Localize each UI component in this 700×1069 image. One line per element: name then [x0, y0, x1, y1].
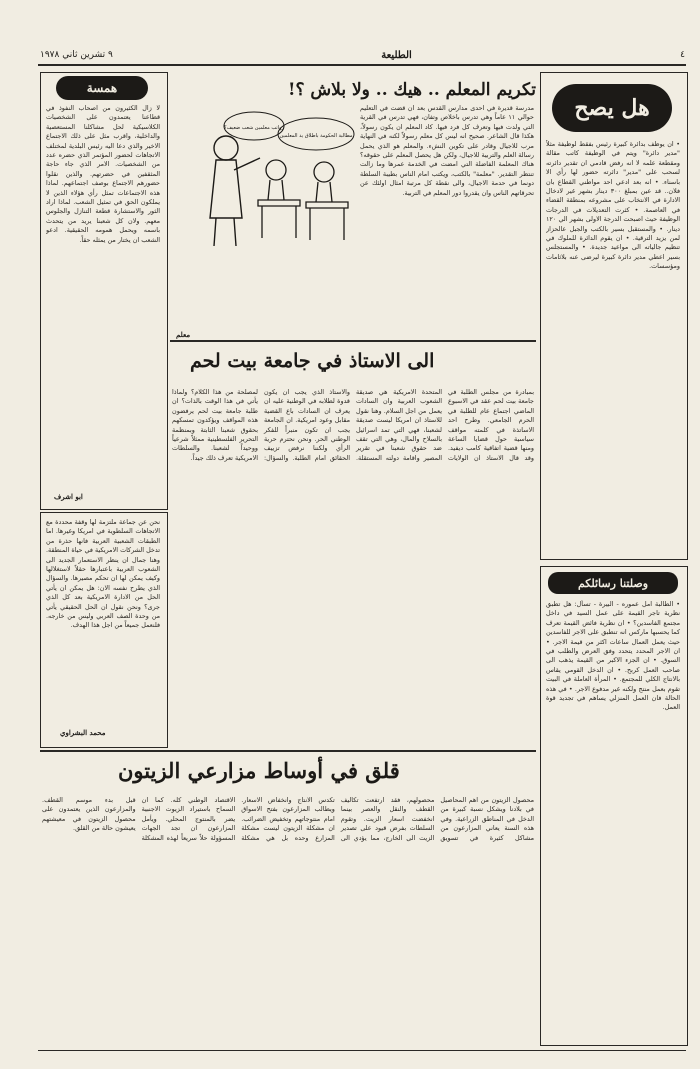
university-text: بمبادرة من مجلس الطلبة في جامعة بيت لحم عقد في الاسبوع الماضي اجتماع عام للطلبة في الحرم الجامعي. وطرح احد الاساتذة في كلمته مواقف سياسية حول قضايا الساعة ومنها قضية اتفاقية كامب ديفيد. وقد قال الاستاذ ان الولايات المتحدة الامريكية هي صديقة الشعوب العربية وان السادات يعمل من اجل السلام. وهنا نقول للاستاذ ان امريكا ليست صديقة لشعبنا، فهي التي تمد اسرائيل بالسلاح والمال، وهي التي تقف ضد حقوق شعبنا في تقرير المصير واقامة دولته المستقلة. والاستاذ الذي يجب ان يكون قدوة لطلابه في الوطنية عليه ان يعرف ان السادات باع القضية مقابل وعود امريكية. ان الجامعة يجب ان تكون منبراً للفكر الوطني الحر. ونحن نحترم حرية الرأي ولكننا نرفض تزييف الحقائق امام الطلبة. والسؤال: لمصلحة من هذا الكلام؟ ولماذا يأتي في هذا الوقت بالذات؟ ان طلبة جامعة بيت لحم يرفضون هذه المواقف ويؤكدون تمسكهم بحقوق شعبنا الثابتة وبمنظمة التحرير الفلسطينية ممثلاً شرعياً ووحيداً لشعبنا. والسلطات الامريكية تعرف ذلك جيداً. — [172, 388, 534, 462]
student-figure-body-2 — [316, 182, 332, 202]
teacher-figure-head — [214, 136, 238, 160]
speech-text-1: رواتب معلمين شعب ضعيف؟ — [224, 125, 284, 131]
teacher-text-right — [360, 104, 534, 334]
student-figure-body — [268, 180, 284, 200]
footer-rule — [38, 1050, 686, 1051]
wasalatna-title: وصلتنا رسائلكم — [577, 576, 649, 590]
hal-yasih-title: هل يصح — [574, 95, 650, 121]
header-rule — [38, 64, 686, 66]
olive-divider — [40, 750, 536, 752]
hamsa-signature: ابو اشرف — [54, 492, 83, 501]
student-figure-head-2 — [314, 162, 334, 182]
student-figure-head — [266, 160, 286, 180]
hal-yasih-text: • ان يوظف بدائرة كبيرة رئيس بفقط لوظيفة مثلاً "مدير دائرة" ويتم في الوظيفة كاتب مقالة ومقطعة علمه لا انه رفض قادمي ان تقدير دائرته لسحب على "مدير" دائرته حضور لها رأي الا باسناء. • انه بعد ادعي احد مواطني القطاع بان فلان.. قد عين بمبلغ ٣٠٠ دينار بشهر غير لادخال الادارة في الانتخاب على مشروعه بمنطقة القضاء في العاصمة. • كثرت التعديلات في الدرجات الوظيفة حيث اصبحت الدرجة الاولى بشهر الي ١٢٠ دينار. • والمستقبل بسير بالكتب والجبل عالحزاز لمن يزيد الترقية. • ان يقوم الدائرة للملوك في تنظيم جالياته الى مواعيد جديدة. • والمستجلس بسير اعطي مدير دائرة كبيرة ليرضى عنه بلاثامات ومؤسسات. — [546, 140, 680, 271]
hamsa-text: لا زال الكثيرون من اصحاب النفوذ في قطاعنا يعتمدون على الشخصيات الكلاسيكية لحل مشاكلنا المستعصية والداخلية، واقرب مثل على ذلك الاجتماع الاخير والذي دعا اليه رئيس البلدية لمختلف الاتجاهات لحضور المؤتمر الذي حضره عدد من الشخصيات. الامر الذي جاء حاجة المثقفين في حضرتهم. والذين نقلوا حضورهم الاجتماع بوصف اجتماعهم. لماذا هذه الاجتماعات تمثل رأي هؤلاء الذين لا يملكون الحق في تمثيل الشعب. لماذا اراد الثور والاستشارة قطعة التنازل والجلوس معهم. ولان كل شعبنا يريد من يتحدث باسمه ويحمل همومه الحقيقية. ادعو الشعب ان يختار من يمثله حقاً. — [46, 104, 160, 244]
wasalatna-text: • الطالبة امل عموره - البيرة - تسأل: هل تطبق نظرية تاجر القيمة على عمل السيد في داخل مجتمع الفاسدين؟ • ان نظرية فائض القيمة تعرف كما يحسبها ماركس انه تنطبق على الاجر للفاسدين حيث يعمل العمال ساعات اكثر من قيمة الاجر. • ان الاجر المحدد يتحدد وفق العرض والطلب في السوق. • ان الجزء الاكبر من القيمة يذهب الى صاحب العمل كربح. • ان الدخل القومي يقاس بالانتاج الكلي للمجتمع. • المرأة العاملة في البيت تقوم بعمل منتج ولكنه غير مدفوع الاجر. • في هذه الحالة فان العمل المنزلي يساهم في تجديد قوة العمل. — [546, 600, 680, 712]
newspaper-name: الطليعة — [381, 49, 412, 61]
hamsa-title: همسة — [86, 81, 118, 95]
teacher-signature: معلم — [176, 330, 191, 339]
left-article-signature: محمد البشراوي — [60, 728, 106, 737]
olive-headline: قلق في أوساط مزارعي الزيتون — [118, 758, 400, 783]
page-header — [40, 46, 685, 64]
teacher-figure-arm — [234, 158, 260, 170]
teacher-figure-legs — [214, 218, 236, 246]
student-desk — [258, 200, 300, 238]
teacher-divider — [170, 340, 536, 342]
left-article-text: نحن عن جماعة ملتزمة لها وقفة محددة مع الاتجاهات السلطوية في امريكا وغيرها. اما الطبقات الشعبية العربية فانها حذرة من تدخل الشركات الامريكية في حياة المنطقة. وهنا جمال ان ينظر الاستعمار الجديد الى الشعوب العربية باعتبارها حقلاً لاستغلالها وكيف يمكن لها ان تحكم مصيرها. والسؤال الذي يطرح نفسه الان: هل يمكن ان يأتي الحل من الادارة الامريكية بعد كل الذي جرى؟ ونحن نقول ان الحل الحقيقي يأتي من وحدة الصف العربي وليس من خارجه. فلنعمل جميعاً من اجل هذا الهدف. — [46, 518, 160, 630]
teacher-paragraph: مدرسة قديرة في احدى مدارس القدس بعد ان قضت في التعليم حوالي ١١ عاماً وهي تدرس باخلاص وتفان، فهي تدرس في القرية التي ولدت فيها وتعرف كل فرد فيها. كاد المعلم ان يكون رسولاً، هكذا قال الشاعر. صحيح انه ليس كل معلم رسولاً لكنه في النهاية مرب للاجيال وقادر على تكوين النشء. والمعلم هو الذي يحمل رسالة العلم والتربية للاجيال، ولكن هل يحصل المعلم على حقوقه؟ هناك المعلمة الفاضلة التي امضت في الخدمة عمرها وما زالت تنتظر التقدير. "معلمة" بالكتب، ويكتب امام الناس بطيبة السلطة دونما في حدمة الاجيال، والى نقطة كل مرتبة امثال اولئك عن تحرقاتهم الناس وان يقدروا دور المعلم في التربية. — [360, 104, 534, 197]
hal-yasih-logo — [552, 84, 672, 132]
hamsa-logo — [56, 76, 148, 100]
student-desk-2 — [306, 202, 348, 240]
issue-date: ٩ تشرين ثاني ١٩٧٨ — [40, 50, 113, 60]
wasalatna-title-bar — [548, 572, 678, 594]
teacher-cartoon — [176, 108, 356, 258]
speech-text-2: مطالبة الحكومة باطلاق يد المعلمين — [279, 133, 353, 139]
teacher-headline: تكريم المعلم .. هيك .. ولا بلاش ؟! — [288, 80, 536, 100]
olive-text: محصول الزيتون من اهم المحاصيل في بلادنا ويشكل نسبة كبيرة من الدخل في المناطق الزراعية. وفي هذه السنة يعاني المزارعون من مشاكل كثيرة في تسويق محصولهم، فقد ارتفعت تكاليف القطف والنقل والعصر بينما انخفضت اسعار الزيت. وتقوم السلطات بفرض قيود على تصدير الزيت الى الخارج، مما يؤدي الى تكدس الانتاج وانخفاض الاسعار. ويطالب المزارعون بفتح الاسواق امام منتوجاتهم وتخفيض الضرائب. ان مشكلة الزيتون ليست مشكلة المزارع وحده بل هي مشكلة الاقتصاد الوطني كله. كما ان السماح باستيراد الزيوت الاجنبية يضر بالمنتوج المحلي. ويأمل المزارعون ان تجد الجهات المسؤولة حلاً سريعاً لهذه المشكلة قبل بدء موسم القطف. والمزارعون الذين يعتمدون على محصول الزيتون في معيشتهم يعيشون حالة من القلق. — [42, 796, 534, 842]
university-headline: الى الاستاذ في جامعة بيت لحم — [190, 350, 435, 372]
page-number: ٤ — [680, 50, 685, 60]
